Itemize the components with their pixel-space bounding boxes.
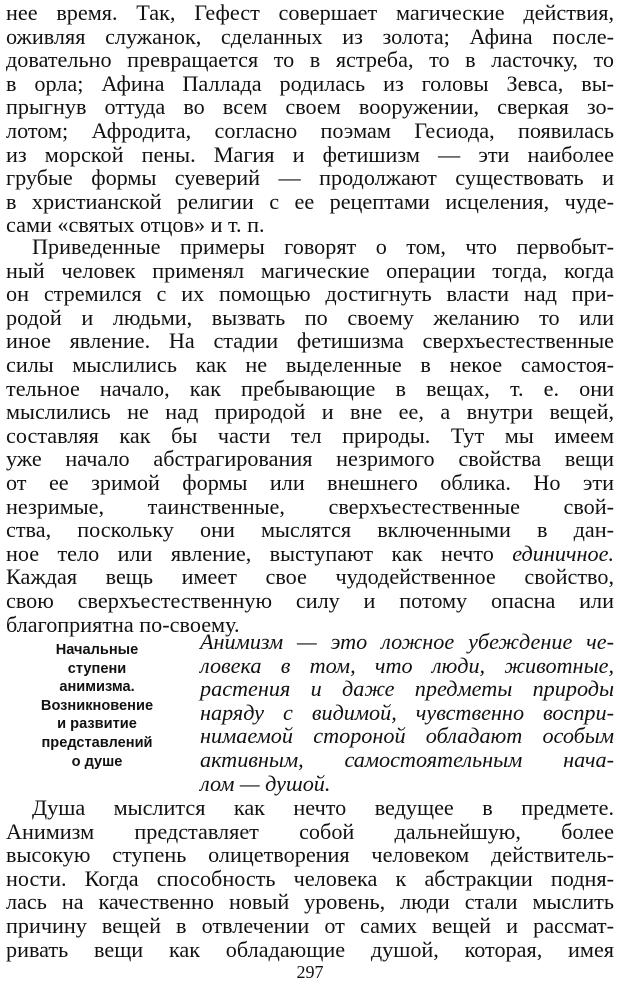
text-line: свою сверхъестественную силу и потому опасна или: [6, 587, 614, 613]
page-number: 297: [296, 962, 324, 982]
text-line-with-emphasis: [6, 542, 614, 566]
heading-line: Начальные: [55, 642, 139, 658]
text-line: незримые, таинственные, сверхъестественные свой-: [6, 493, 614, 519]
heading-line: Возникновение: [40, 697, 154, 714]
text-line: Каждая вещь имеет свое чудодейственное свойство,: [6, 564, 614, 590]
text-line: Анимизм представляет собой дальнейшую, более: [6, 818, 614, 844]
text-line: мыслились не над природой и вне ее, а внутри вещей,: [6, 399, 614, 425]
paragraph-fetishism: [6, 235, 614, 636]
animism-definition: [200, 630, 614, 795]
text-line: ривать вещи как обладающие душой, которая, имея: [6, 936, 614, 962]
heading-line: о душе: [71, 753, 123, 770]
emphasis-word: единичное.: [512, 540, 614, 566]
text-line: уже начало абстрагирования незримого свойства вещи: [6, 446, 614, 472]
text-line: причину вещей в отвлечении от самих вещей и рассмат-: [6, 912, 614, 938]
text-line: от ее зримой формы или внешнего облика. Но эти: [6, 469, 614, 495]
text-line: оживляя служанок, сделанных из золота; Афина после-: [6, 23, 614, 49]
heading-line: представлений: [41, 734, 153, 751]
margin-heading: [14, 641, 180, 771]
text-line: нее время. Так, Гефест совершает магические действия,: [6, 0, 614, 25]
text-line: в христианской религии с ее рецептами исцеления, чуде-: [6, 188, 614, 214]
definition-line: Анимизм — это ложное убеждение че-: [200, 629, 614, 654]
text-line: лась на качественно новый уровень, люди стали мыслить: [6, 889, 614, 915]
text-fragment: ное тело или явление, выступают как нечто: [6, 540, 513, 566]
text-line: иное явление. На стадии фетишизма сверхъестественные: [6, 328, 614, 354]
text-line: родой и людьми, вызвать по своему желанию то или: [6, 304, 614, 330]
text-line: ный человек применял магические операции тогда, когда: [6, 257, 614, 283]
heading-line: ступени: [67, 660, 127, 677]
text-line: в орла; Афина Паллада родилась из головы Зевса, вы-: [6, 70, 614, 96]
paragraph-soul: [6, 796, 614, 961]
definition-line: растения и даже предметы природы: [200, 676, 614, 702]
text-line: составляя как бы части тел природы. Тут мы имеем: [6, 422, 614, 448]
text-line: лотом; Афродита, согласно поэмам Гесиода, появилась: [6, 117, 614, 143]
text-line: высокую ступень олицетворения человеком действитель-: [6, 842, 614, 868]
definition-line: нимаемой стороной обладают особым: [200, 723, 614, 749]
text-line: он стремился с их помощью достигнуть власти над при-: [6, 281, 614, 307]
definition-line: лом — душой.: [200, 770, 331, 796]
text-line: Приведенные примеры говорят о том, что первобыт-: [32, 234, 614, 259]
definition-line: ловека в том, что люди, животные,: [200, 652, 614, 678]
text-line: прыгнув оттуда во всем своем вооружении, сверкая зо-: [6, 94, 614, 120]
text-line: довательно превращается то в ястреба, то в ласточку, то: [6, 47, 614, 73]
text-line: грубые формы суеверий — продолжают существовать и: [6, 165, 614, 191]
text-line: сами «святых отцов» и т. п.: [6, 212, 265, 238]
text-line: из морской пены. Магия и фетишизм — эти наиболее: [6, 141, 614, 167]
definition-line: наряду с видимой, чувственно воспри-: [200, 699, 614, 725]
text-line: благоприятна по-своему.: [6, 611, 240, 637]
paragraph-myths: [6, 1, 614, 237]
heading-line: анимизма.: [59, 679, 135, 696]
text-line: тельное начало, как пребывающие в вещах, т. е. они: [6, 375, 614, 401]
definition-line: активным, самостоятельным нача-: [200, 746, 614, 772]
text-line: Душа мыслится как нечто ведущее в предмете.: [32, 795, 614, 820]
text-line: ства, поскольку они мыслятся включенными в дан-: [6, 517, 614, 543]
text-line: силы мыслились как не выделенные в некое самостоя-: [6, 351, 614, 377]
heading-line: и развитие: [57, 716, 137, 733]
text-line: ности. Когда способность человека к абстракции подня-: [6, 865, 614, 891]
